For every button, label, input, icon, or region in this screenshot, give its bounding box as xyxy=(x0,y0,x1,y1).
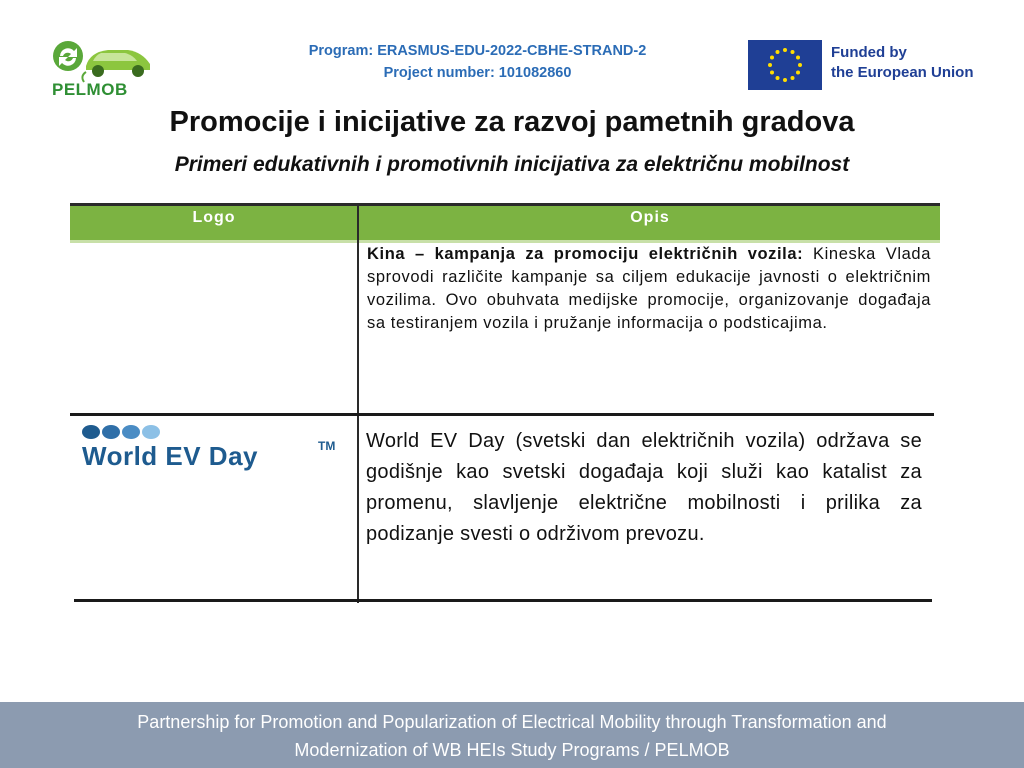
wev-dot-icon xyxy=(122,425,140,439)
eu-funding-text xyxy=(831,43,974,83)
eu-flag-icon xyxy=(748,40,822,90)
footer xyxy=(0,702,1024,768)
eu-funding-badge xyxy=(748,40,998,90)
eu-line2: the European Union xyxy=(831,64,974,81)
row-divider xyxy=(70,413,934,416)
wev-dot-icon xyxy=(142,425,160,439)
wev-logo-text: World EV Day xyxy=(82,441,259,471)
china-campaign-text: Kineska Vlada sprovodi različite kampanje sa ciljem edukacije javnosti o električnim vozilima. Ovo obuhvata medijske promocije, organizovanje događaja sa testiranjem vozila i pružanje informacija o podsticajima. xyxy=(367,245,931,332)
pelmob-logo xyxy=(46,36,156,98)
wev-dot-icon xyxy=(82,425,100,439)
wev-trademark: TM xyxy=(318,439,336,453)
footer-line2: Modernization of WB HEIs Study Programs / PELMOB xyxy=(294,740,730,760)
column-header-logo: Logo xyxy=(192,209,236,226)
china-campaign-heading: Kina – kampanja za promociju električnih vozila: xyxy=(367,245,804,263)
initiatives-table xyxy=(70,203,942,603)
program-line: Program: ERASMUS-EDU-2022-CBHE-STRAND-2 xyxy=(308,43,647,59)
page-subtitle: Primeri edukativnih i promotivnih inicijativa za električnu mobilnost xyxy=(174,153,850,176)
project-number-line: Project number: 101082860 xyxy=(383,65,572,81)
page-title: Promocije i inicijative za razvoj pametnih gradova xyxy=(169,106,855,138)
table-bottom-border xyxy=(74,599,932,602)
table-row-china-description xyxy=(367,243,931,335)
world-ev-day-logo xyxy=(80,425,350,485)
table-row-world-ev-day-description: World EV Day (svetski dan električnih vozila) održava se godišnje kao svetski događaja koji služi kao katalist za promenu, slavljenje električne mobilnosti i prilika za podizanje svesti o održivom prevozu. xyxy=(366,430,922,545)
program-info xyxy=(250,40,705,84)
wev-dot-icon xyxy=(102,425,120,439)
pelmob-logo-text: PELMOB xyxy=(52,80,128,99)
column-divider xyxy=(357,203,359,603)
column-header-opis: Opis xyxy=(630,209,670,226)
table-header-row xyxy=(70,203,940,243)
eu-line1: Funded by xyxy=(831,44,907,61)
footer-line1: Partnership for Promotion and Popularization of Electrical Mobility through Transformation and xyxy=(137,712,887,732)
electric-car-icon xyxy=(46,36,156,84)
